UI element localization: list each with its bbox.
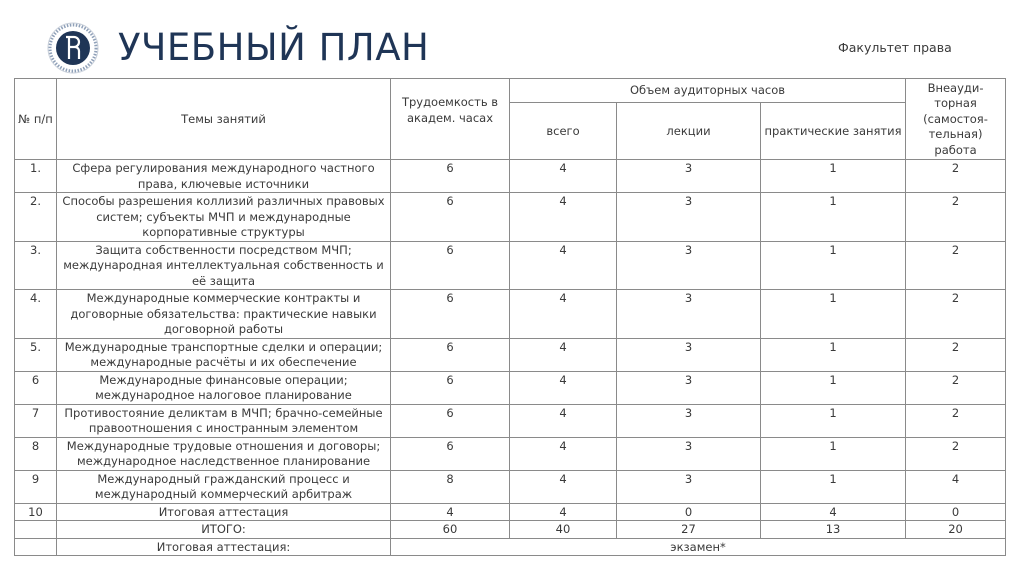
cell-topic: Противостояние деликтам в МЧП; брачно-семейные правоотношения с иностранным элементом [57,404,391,437]
cell-practice: 1 [761,470,906,503]
cell-practice: 1 [761,241,906,290]
cell-lectures: 3 [617,371,761,404]
cell-topic: Международные финансовые операции; международное налоговое планирование [57,371,391,404]
cell-total: 4 [510,404,617,437]
cell-self: 0 [906,503,1006,521]
table-row [15,437,1006,470]
cell-self: 2 [906,193,1006,242]
cell-num: 9 [15,470,57,503]
cell-num: 2. [15,193,57,242]
cell-lectures: 3 [617,437,761,470]
cell-self: 4 [906,470,1006,503]
cell-lectures: 3 [617,404,761,437]
cell-lectures: 3 [617,160,761,193]
cell-num: 7 [15,404,57,437]
header-labor: Трудоемкость в академ. часах [391,79,510,160]
cell-topic: Международные трудовые отношения и договоры; международное наследственное планирование [57,437,391,470]
cell-total: 4 [510,437,617,470]
totals-self: 20 [906,521,1006,539]
cell-total: 4 [510,338,617,371]
cell-lectures: 3 [617,338,761,371]
table-row [15,404,1006,437]
empty [15,538,57,556]
cell-labor: 8 [391,470,510,503]
table-row [15,371,1006,404]
table-row [15,503,1006,521]
cell-labor: 6 [391,241,510,290]
totals-lectures: 27 [617,521,761,539]
cell-self: 2 [906,241,1006,290]
cell-labor: 6 [391,290,510,339]
final-assessment-row [15,538,1006,556]
cell-self: 2 [906,404,1006,437]
cell-labor: 6 [391,160,510,193]
table-row [15,338,1006,371]
cell-practice: 1 [761,290,906,339]
cell-self: 2 [906,371,1006,404]
cell-labor: 6 [391,193,510,242]
totals-label: ИТОГО: [57,521,391,539]
cell-practice: 1 [761,160,906,193]
table-row [15,193,1006,242]
header-topic: Темы занятий [57,79,391,160]
cell-num: 6 [15,371,57,404]
hse-logo-icon [47,22,99,74]
cell-total: 4 [510,470,617,503]
cell-lectures: 3 [617,470,761,503]
cell-topic: Международный гражданский процесс и международный коммерческий арбитраж [57,470,391,503]
cell-num: 10 [15,503,57,521]
cell-num: 1. [15,160,57,193]
cell-labor: 4 [391,503,510,521]
faculty-label: Факультет права [838,40,952,55]
cell-self: 2 [906,338,1006,371]
cell-lectures: 3 [617,193,761,242]
cell-practice: 1 [761,338,906,371]
totals-practice: 13 [761,521,906,539]
page-title: УЧЕБНЫЙ ПЛАН [118,26,430,69]
cell-num: 3. [15,241,57,290]
cell-total: 4 [510,241,617,290]
cell-num: 4. [15,290,57,339]
totals-total: 40 [510,521,617,539]
header-lectures: лекции [617,103,761,160]
cell-lectures: 3 [617,241,761,290]
cell-self: 2 [906,290,1006,339]
cell-total: 4 [510,160,617,193]
cell-num: 8 [15,437,57,470]
cell-total: 4 [510,503,617,521]
cell-practice: 1 [761,371,906,404]
cell-self: 2 [906,160,1006,193]
header-self-work: Внеауди-торная (самостоя-тельная) работа [906,79,1006,160]
curriculum-table [14,78,1006,556]
cell-num: 5. [15,338,57,371]
table-row [15,290,1006,339]
cell-total: 4 [510,371,617,404]
table-row [15,470,1006,503]
cell-labor: 6 [391,338,510,371]
cell-practice: 1 [761,404,906,437]
totals-labor: 60 [391,521,510,539]
header-practice: практические занятия [761,103,906,160]
cell-labor: 6 [391,437,510,470]
table-row [15,241,1006,290]
cell-practice: 1 [761,437,906,470]
table-row [15,160,1006,193]
cell-labor: 6 [391,371,510,404]
cell-practice: 1 [761,193,906,242]
final-label: Итоговая аттестация: [57,538,391,556]
header-classroom-group: Объем аудиторных часов [510,79,906,103]
cell-topic: Международные коммерческие контракты и договорные обязательства: практические навыки договорной работы [57,290,391,339]
cell-lectures: 0 [617,503,761,521]
cell-self: 2 [906,437,1006,470]
header-total: всего [510,103,617,160]
cell-topic: Способы разрешения коллизий различных правовых систем; субъекты МЧП и международные корпоративные структуры [57,193,391,242]
header-num: № п/п [15,79,57,160]
final-value: экзамен* [391,538,1006,556]
cell-total: 4 [510,193,617,242]
cell-topic: Международные транспортные сделки и операции; международные расчёты и их обеспечение [57,338,391,371]
empty [15,521,57,539]
cell-total: 4 [510,290,617,339]
cell-practice: 4 [761,503,906,521]
totals-row [15,521,1006,539]
cell-labor: 6 [391,404,510,437]
cell-topic: Сфера регулирования международного частного права, ключевые источники [57,160,391,193]
cell-topic: Итоговая аттестация [57,503,391,521]
cell-topic: Защита собственности посредством МЧП; международная интеллектуальная собственность и её защита [57,241,391,290]
cell-lectures: 3 [617,290,761,339]
